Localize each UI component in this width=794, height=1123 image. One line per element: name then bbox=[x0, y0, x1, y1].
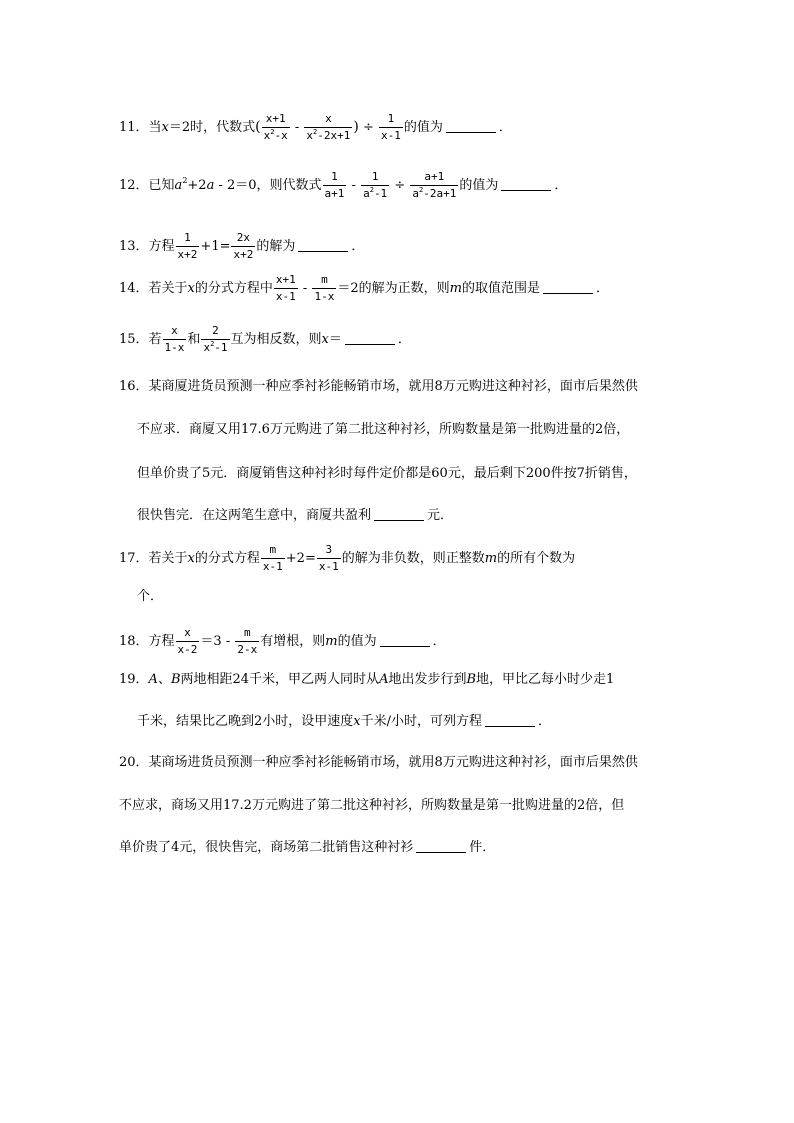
q12-answer-blank bbox=[501, 178, 551, 191]
q13-answer-blank bbox=[298, 239, 348, 252]
q11-f1-denominator: $x^2-x$ bbox=[263, 128, 288, 142]
q11-fraction-1 bbox=[262, 113, 290, 142]
question-20-line-2: 不应求，商场又用17.2万元购进了第二批这种衬衫，所购数量是第一批购进量的2倍，但 bbox=[119, 798, 625, 813]
question-19: 19．A、B两地相距24千米，甲乙两人同时从A地出发步行到B地，甲比乙每小时少走1 bbox=[119, 672, 615, 687]
q14-fraction-1: $\frac{x+1}{x-1}$ bbox=[275, 273, 296, 303]
q19-answer-blank bbox=[485, 714, 535, 727]
question-16-line-4: 很快售完．在这两笔生意中，商厦共盈利 元． bbox=[137, 508, 454, 523]
q11-divide: ÷ bbox=[358, 120, 379, 135]
q15-fraction-1: $\frac{x}{1-x}$ bbox=[164, 324, 185, 354]
question-14: 14．若关于x的分式方程中 $\frac{x+1}{x-1}$ - $\frac{m}{1-x}$ ＝2的解为正数，则m的取值范围是 ． bbox=[119, 273, 609, 303]
q15-answer-blank bbox=[345, 332, 395, 345]
q12-lead: 12．已知 bbox=[119, 178, 175, 193]
q11-var: x bbox=[161, 120, 169, 135]
q11-fraction-2 bbox=[304, 113, 352, 142]
q11-fraction-3: $\frac{1}{x-1}$ bbox=[381, 112, 401, 142]
q11-f2-denominator: $x^2-2x+1$ bbox=[306, 128, 351, 142]
q13-lead: 13．方程 bbox=[119, 239, 175, 254]
q18-fraction-2: $\frac{m}{2-x}$ bbox=[237, 626, 258, 656]
question-11: 11．当x＝2时，代数式( $\frac{x+1}{x^2-x}$ - $\frac{x}{x^2-2x+1}$ ) ÷ $\frac{1}{x-1}$ 的值为 ． bbox=[119, 112, 512, 142]
q20-answer-blank bbox=[416, 840, 466, 853]
q18-answer-blank bbox=[380, 634, 430, 647]
q17-fraction-1: $\frac{m}{x-1}$ bbox=[262, 543, 283, 573]
q12-fraction-2: $\frac{1}{a^2-1}$ bbox=[363, 170, 388, 200]
q13-fraction-2: $\frac{2x}{x+2}$ bbox=[233, 231, 254, 261]
question-17: 17．若关于x的分式方程 $\frac{m}{x-1}$ +2= $\frac{3}{x-1}$ 的解为非负数，则正整数m的所有个数为 bbox=[119, 543, 576, 573]
question-16-line-3: 但单价贵了5元．商厦销售这种衬衫时每件定价都是60元，最后剩下200件按7折销售， bbox=[137, 466, 637, 481]
q11-close-paren: ) bbox=[353, 119, 359, 135]
q11-minus: - bbox=[290, 120, 304, 135]
q12-fraction-1: $\frac{1}{a+1}$ bbox=[324, 170, 345, 200]
q15-lead: 15．若 bbox=[119, 332, 162, 347]
question-13: 13．方程 $\frac{1}{x+2}$ +1= $\frac{2x}{x+2}$ 的解为 ． bbox=[119, 231, 365, 261]
q13-fraction-1: $\frac{1}{x+2}$ bbox=[177, 231, 198, 261]
question-20-line-3: 单价贵了4元，很快售完，商场第二批销售这种衬衫 件． bbox=[119, 840, 496, 855]
q18-lead: 18．方程 bbox=[119, 634, 175, 649]
q11-tail: 的值为 bbox=[403, 120, 443, 135]
q14-fraction-2: $\frac{m}{1-x}$ bbox=[314, 273, 335, 303]
q14-lead: 14．若关于 bbox=[119, 281, 188, 296]
q11-lead: 11．当 bbox=[119, 120, 162, 135]
question-15: 15．若 $\frac{x}{1-x}$ 和 $\frac{2}{x^2-1}$ 互为相反数，则x＝ ． bbox=[119, 324, 411, 354]
question-20-line-1: 20．某商场进货员预测一种应季衬衫能畅销市场，就用8万元购进这种衬衫，面市后果然供 bbox=[119, 755, 638, 770]
q11-f2-numerator: x bbox=[304, 113, 352, 128]
q11-f1-numerator: x+1 bbox=[262, 113, 290, 128]
question-18: 18．方程 $\frac{x}{x-2}$ ＝3 - $\frac{m}{2-x}$ 有增根，则m的值为 ． bbox=[119, 626, 446, 656]
q15-fraction-2: $\frac{2}{x^2-1}$ bbox=[203, 324, 228, 354]
q11-answer-blank bbox=[446, 120, 496, 133]
q12-condition: - 2＝0，则代数式 bbox=[214, 178, 322, 193]
q11-open-paren: ( bbox=[255, 119, 261, 135]
question-12: 12．已知$a^2+2a - 2=0$，则代数式 $\frac{1}{a+1}$ - $\frac{1}{a^2-1}$ ÷ $\frac{a+1}{a^2-2a+1}$ 的值为 ． bbox=[119, 170, 568, 200]
q11-cond: ＝2时，代数式 bbox=[168, 120, 256, 135]
q12-fraction-3: $\frac{a+1}{a^2-2a+1}$ bbox=[412, 170, 457, 200]
question-16-line-2: 不应求．商厦又用17.6万元购进了第二批这种衬衫，所购数量是第一批购进量的2倍， bbox=[137, 422, 630, 437]
question-17-line-2: 个． bbox=[137, 589, 164, 604]
q16-answer-blank bbox=[374, 508, 424, 521]
question-19-line-2: 千米，结果比乙晚到2小时，设甲速度x千米/小时，可列方程 ． bbox=[137, 714, 552, 729]
q17-lead: 17．若关于 bbox=[119, 551, 188, 566]
question-16-line-1: 16．某商厦进货员预测一种应季衬衫能畅销市场，就用8万元购进这种衬衫，面市后果然供 bbox=[119, 379, 638, 394]
q17-fraction-2: $\frac{3}{x-1}$ bbox=[318, 543, 339, 573]
q14-answer-blank bbox=[543, 281, 593, 294]
q18-fraction-1: $\frac{x}{x-2}$ bbox=[177, 626, 198, 656]
